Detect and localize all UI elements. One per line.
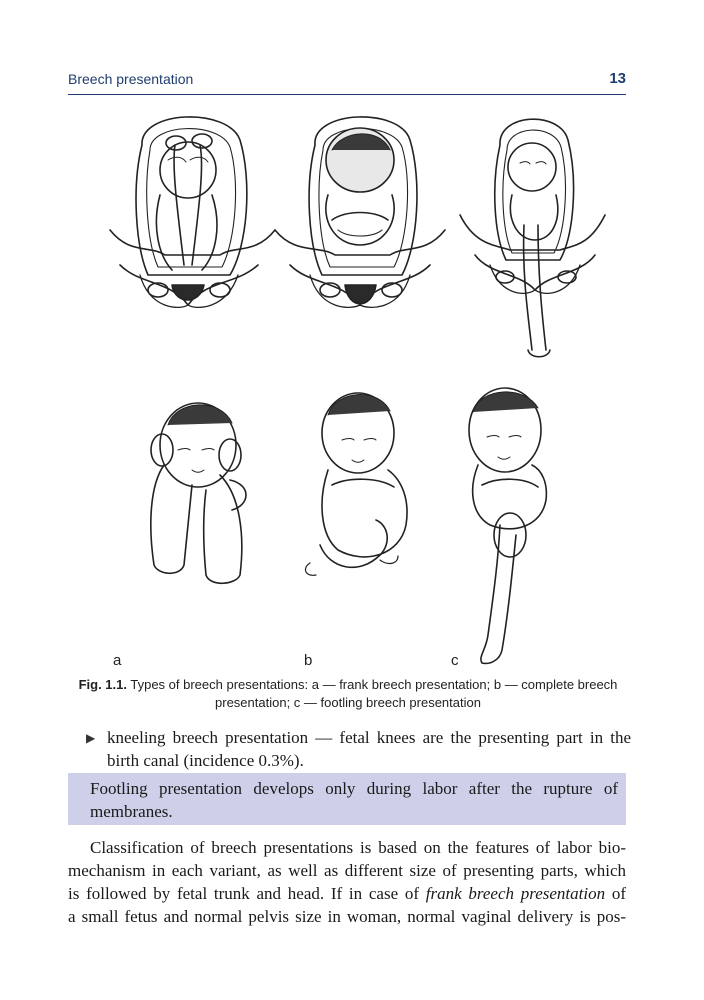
page-number: 13 (609, 70, 626, 87)
note-text: Footling presentation develops only during labor after the rupture of membranes. (90, 779, 618, 821)
fetus-complete-breech (305, 393, 407, 575)
fetus-in-pelvis-a (110, 117, 275, 307)
list-item (86, 726, 631, 772)
paragraph-line-1: Classification of breech presentations is based on the features of labor bio- (90, 838, 626, 857)
figure-label: Fig. 1.1. (78, 677, 127, 692)
panel-letter-b: b (304, 652, 313, 669)
list-item-text: kneeling breech presentation — fetal knees are the presenting part in the birth canal (incidence 0.3%). (107, 728, 631, 770)
body-paragraph (68, 836, 626, 928)
figure-illustration (80, 105, 640, 675)
paragraph-line-3-end: of (605, 884, 626, 903)
paragraph-line-3-start: is followed by fetal trunk and head. If in case of (68, 884, 426, 903)
figure-caption-text: Types of breech presentations: a — frank breech presentation; b — complete breech presentation; c — footling breech presentation (126, 677, 618, 710)
fetus-frank-breech (151, 403, 246, 583)
running-title: Breech presentation (68, 71, 194, 87)
fetus-footling-breech (469, 388, 546, 663)
running-header (68, 70, 626, 95)
paragraph-line-4: a small fetus and normal pelvis size in woman, normal vaginal delivery is pos- (68, 907, 626, 926)
paragraph-line-3 (68, 882, 626, 905)
breech-presentations-illustration (80, 105, 640, 675)
highlight-note-box (68, 773, 626, 825)
panel-letter-c: c (451, 652, 459, 669)
figure-caption (68, 676, 628, 712)
italic-term: frank breech presentation (425, 884, 606, 903)
triangle-bullet-icon: ▶ (86, 731, 96, 745)
panel-letter-a: a (113, 652, 122, 669)
fetus-in-pelvis-c (460, 119, 605, 357)
paragraph-line-2: mechanism in each variant, as well as different size of presenting parts, which (68, 861, 626, 880)
fetus-in-pelvis-b (275, 117, 445, 307)
